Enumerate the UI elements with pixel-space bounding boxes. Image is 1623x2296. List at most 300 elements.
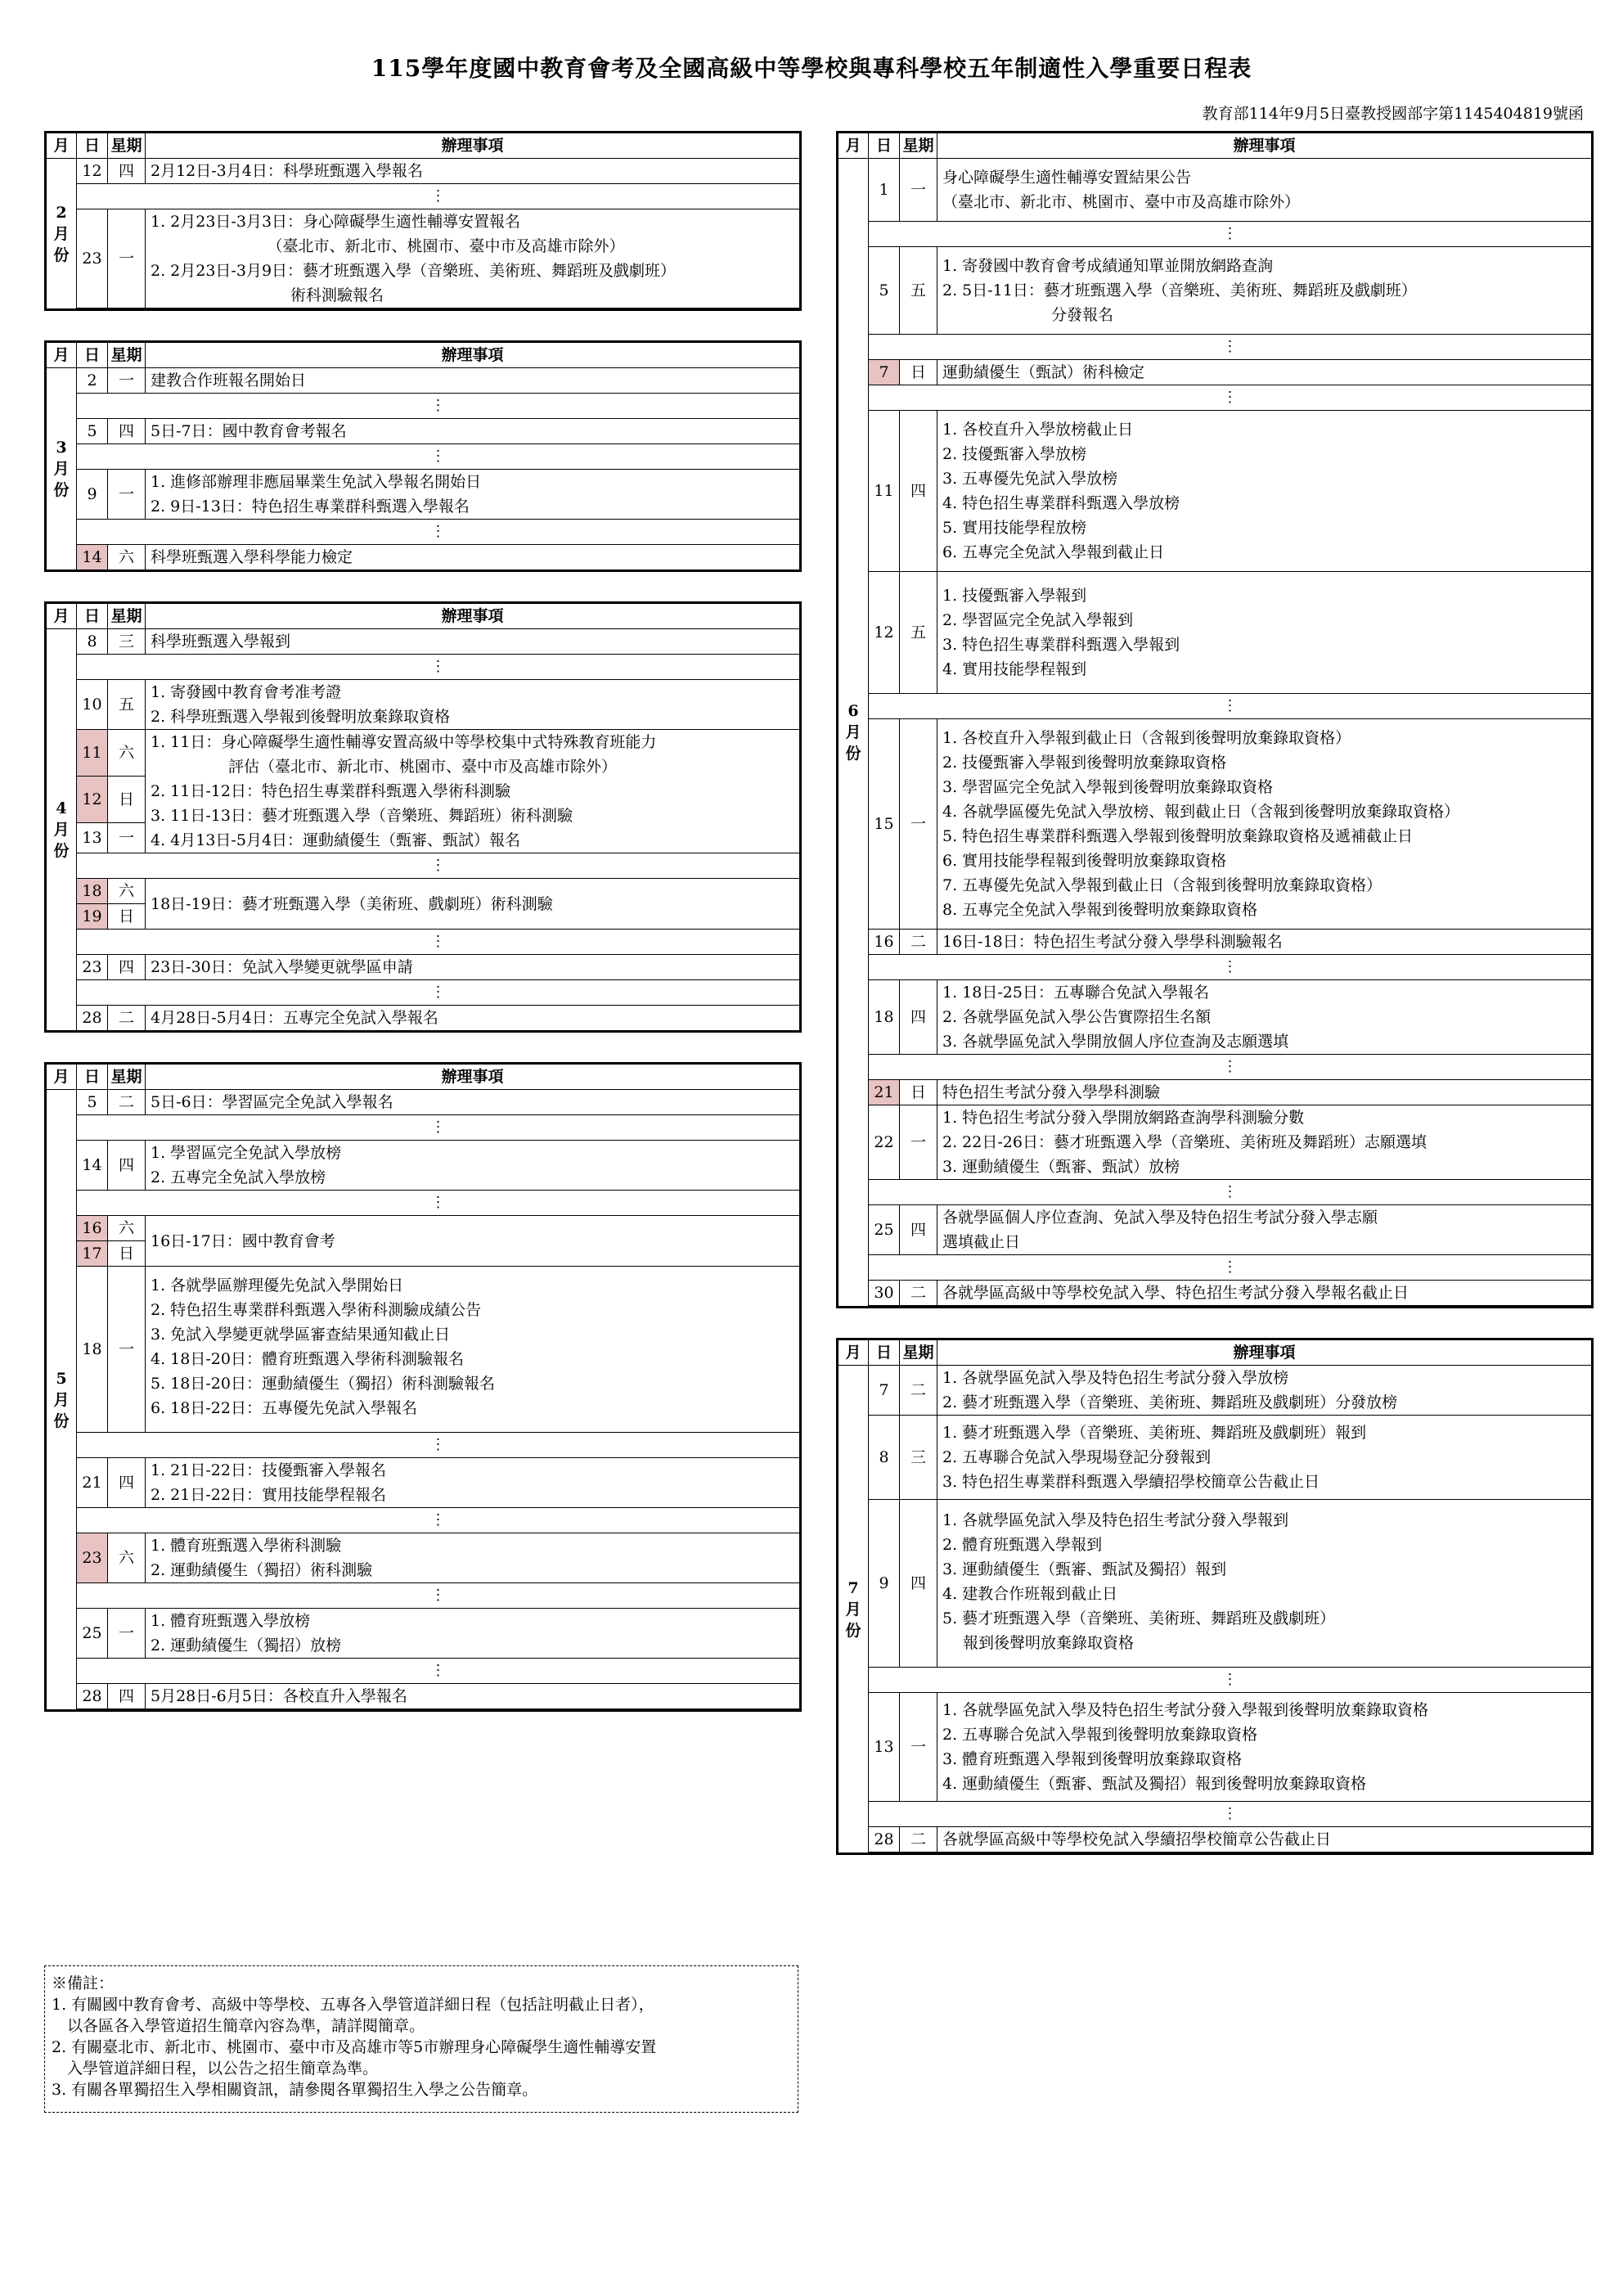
table-row <box>46 955 801 980</box>
event-cell <box>937 980 1593 1055</box>
weekday-cell: 日 <box>900 1080 937 1105</box>
continuation-dots: ⋮ <box>869 385 1593 411</box>
event-line: 4. 建教合作班報到截止日 <box>942 1585 1118 1603</box>
event-line: 4. 實用技能學程報到 <box>942 660 1087 678</box>
event-line: 報到後聲明放棄錄取資格 <box>942 1634 1135 1652</box>
table-row <box>838 1281 1593 1306</box>
weekday-cell: 六 <box>108 730 146 777</box>
table-row <box>46 1141 801 1191</box>
event-line: 4. 特色招生專業群科甄選入學放榜 <box>942 494 1180 512</box>
event-line: 1. 各就學區辦理優先免試入學開始日 <box>151 1276 404 1294</box>
weekday-cell: 四 <box>108 1141 146 1191</box>
day-cell-holiday: 19 <box>77 904 108 930</box>
weekday-cell: 五 <box>108 680 146 730</box>
event-line: 3. 五專優先免試入學放榜 <box>942 470 1118 488</box>
note-line: 1. 有關國中教育會考、高級中等學校、五專各入學管道詳細日程（包括註明截止日者）， <box>52 1996 654 2014</box>
continuation-dots: ⋮ <box>77 655 801 680</box>
event-line: 2. 運動績優生（獨招）術科測驗 <box>151 1561 373 1579</box>
header-month: 月 <box>838 133 869 159</box>
event-line: 2. 藝才班甄選入學（音樂班、美術班、舞蹈班及戲劇班）分發放榜 <box>942 1393 1398 1411</box>
weekday-cell: 日 <box>108 904 146 930</box>
day-cell-holiday: 14 <box>77 545 108 571</box>
event-line: 8. 五專完全免試入學報到後聲明放棄錄取資格 <box>942 901 1258 919</box>
day-cell: 5 <box>77 419 108 444</box>
event-line: 1. 各就學區免試入學及特色招生考試分發入學報到 <box>942 1511 1289 1529</box>
schedule-table-february <box>44 131 802 311</box>
event-line: 1. 各校直升入學放榜截止日 <box>942 421 1134 439</box>
event-cell <box>937 1416 1593 1500</box>
month-text: 4 月 份 <box>53 799 70 860</box>
event-cell <box>937 159 1593 222</box>
event-cell <box>146 1609 801 1659</box>
event-line: 5. 實用技能學程放榜 <box>942 519 1087 537</box>
event-line: 5. 藝才班甄選入學（音樂班、美術班、舞蹈班及戲劇班） <box>942 1609 1336 1627</box>
day-cell-holiday: 21 <box>869 1080 900 1105</box>
continuation-dots: ⋮ <box>77 1508 801 1533</box>
weekday-cell: 五 <box>900 247 937 335</box>
day-cell-holiday: 7 <box>869 360 900 385</box>
header-day: 日 <box>77 1064 108 1090</box>
weekday-cell: 一 <box>108 470 146 520</box>
event-cell <box>937 572 1593 694</box>
day-cell: 18 <box>77 1267 108 1433</box>
event-line: 2. 2月23日-3月9日：藝才班甄選入學（音樂班、美術班、舞蹈班及戲劇班） <box>151 262 677 280</box>
table-header-row <box>838 1339 1593 1366</box>
table-row <box>838 247 1593 335</box>
right-column <box>836 131 1594 1855</box>
event-line: 3. 學習區完全免試入學報到後聲明放棄錄取資格 <box>942 778 1274 796</box>
header-month: 月 <box>46 342 77 368</box>
weekday-cell: 六 <box>108 1533 146 1583</box>
day-cell: 9 <box>77 470 108 520</box>
header-day: 日 <box>77 342 108 368</box>
table-row <box>46 1006 801 1032</box>
day-cell: 28 <box>77 1006 108 1032</box>
header-event: 辦理事項 <box>146 342 801 368</box>
event-line: 5日-7日：國中教育會考報名 <box>151 422 347 440</box>
day-cell: 13 <box>77 823 108 853</box>
day-cell: 10 <box>77 680 108 730</box>
continuation-dots: ⋮ <box>77 394 801 419</box>
event-cell <box>937 719 1593 930</box>
day-cell: 23 <box>77 209 108 308</box>
weekday-cell: 五 <box>900 572 937 694</box>
month-text: 2 月 份 <box>53 203 70 264</box>
weekday-cell: 日 <box>900 360 937 385</box>
continuation-dots: ⋮ <box>869 1180 1593 1205</box>
month-text: 6 月 份 <box>845 702 861 763</box>
header-month: 月 <box>46 603 77 629</box>
table-row <box>46 470 801 520</box>
day-cell: 7 <box>869 1366 900 1416</box>
table-row <box>46 209 801 308</box>
schedule-table-march <box>44 340 802 572</box>
event-line: 2. 五專完全免試入學放榜 <box>151 1168 326 1186</box>
event-cell <box>146 955 801 980</box>
event-line: 1. 18日-25日：五專聯合免試入學報名 <box>942 984 1209 1002</box>
day-cell: 9 <box>869 1500 900 1668</box>
event-cell <box>146 680 801 730</box>
notes-box <box>44 1965 798 2113</box>
event-line: 2. 11日-12日：特色招生專業群科甄選入學術科測驗 <box>151 782 510 800</box>
event-cell <box>146 159 801 184</box>
continuation-dots: ⋮ <box>77 930 801 955</box>
event-line: 1. 藝才班甄選入學（音樂班、美術班、舞蹈班及戲劇班）報到 <box>942 1424 1367 1442</box>
event-cell <box>146 368 801 394</box>
event-line: 3. 11日-13日：藝才班甄選入學（音樂班、舞蹈班）術科測驗 <box>151 807 573 825</box>
continuation-dots: ⋮ <box>77 1433 801 1458</box>
event-line: 16日-18日：特色招生考試分發入學學科測驗報名 <box>942 933 1283 951</box>
event-line: 1. 技優甄審入學報到 <box>942 587 1087 605</box>
page-title: 115學年度國中教育會考及全國高級中等學校與專科學校五年制適性入學重要日程表 <box>371 55 1252 82</box>
table-row <box>838 1205 1593 1255</box>
left-column <box>44 131 802 1712</box>
table-row <box>838 1080 1593 1105</box>
event-line: 23日-30日：免試入學變更就學區申請 <box>151 958 413 976</box>
event-line: 1. 11日：身心障礙學生適性輔導安置高級中等學校集中式特殊教育班能力 <box>151 733 657 751</box>
event-line: 1. 各就學區免試入學及特色招生考試分發入學報到後聲明放棄錄取資格 <box>942 1701 1429 1719</box>
note-line: 以各區各入學管道招生簡章內容為準，請詳閱簡章。 <box>52 2017 425 2035</box>
weekday-cell: 四 <box>108 159 146 184</box>
event-line: 2. 21日-22日：實用技能學程報名 <box>151 1486 386 1504</box>
event-cell <box>146 419 801 444</box>
month-text: 7 月 份 <box>845 1578 861 1640</box>
schedule-table-june <box>836 131 1594 1308</box>
table-row <box>838 1416 1593 1500</box>
table-row <box>46 879 801 904</box>
event-cell <box>146 1216 801 1267</box>
continuation-dots: ⋮ <box>77 1583 801 1609</box>
event-line: 評估（臺北市、新北市、桃園市、臺中市及高雄市除外） <box>151 758 618 776</box>
event-line: 3. 免試入學變更就學區審查結果通知截止日 <box>151 1326 451 1344</box>
event-cell <box>937 1500 1593 1668</box>
event-cell <box>937 1105 1593 1180</box>
weekday-cell: 一 <box>108 1267 146 1433</box>
month-text: 5 月 份 <box>53 1369 70 1430</box>
event-line: 1. 各校直升入學報到截止日（含報到後聲明放棄錄取資格） <box>942 729 1351 747</box>
event-line: 1. 特色招生考試分發入學開放網路查詢學科測驗分數 <box>942 1109 1305 1127</box>
continuation-dots: ⋮ <box>869 955 1593 980</box>
header-weekday: 星期 <box>108 1064 146 1090</box>
weekday-cell: 四 <box>900 980 937 1055</box>
table-row <box>838 1366 1593 1416</box>
event-line: （臺北市、新北市、桃園市、臺中市及高雄市除外） <box>151 237 625 255</box>
table-row <box>838 719 1593 930</box>
table-row <box>838 980 1593 1055</box>
event-cell <box>146 629 801 655</box>
event-cell <box>146 1006 801 1032</box>
event-line: 建教合作班報名開始日 <box>151 371 307 389</box>
table-row <box>46 629 801 655</box>
weekday-cell: 一 <box>108 1609 146 1659</box>
table-row <box>46 159 801 184</box>
table-row <box>46 419 801 444</box>
day-cell: 14 <box>77 1141 108 1191</box>
event-line: 1. 體育班甄選入學放榜 <box>151 1612 311 1630</box>
notes-heading: ※備註： <box>52 1974 115 1992</box>
event-line: 各就學區高級中等學校免試入學續招學校簡章公告截止日 <box>942 1830 1332 1848</box>
event-line: 5. 特色招生專業群科甄選入學報到後聲明放棄錄取資格及遞補截止日 <box>942 827 1414 845</box>
event-cell <box>146 1267 801 1433</box>
continuation-dots: ⋮ <box>869 694 1593 719</box>
event-line: 16日-17日：國中教育會考 <box>151 1231 335 1250</box>
weekday-cell: 一 <box>900 1105 937 1180</box>
event-line: 2. 技優甄審入學報到後聲明放棄錄取資格 <box>942 754 1227 772</box>
weekday-cell: 二 <box>900 1281 937 1306</box>
weekday-cell: 三 <box>900 1416 937 1500</box>
event-cell <box>937 1281 1593 1306</box>
table-row <box>46 368 801 394</box>
event-line: 5月28日-6月5日：各校直升入學報名 <box>151 1687 407 1705</box>
weekday-cell: 六 <box>108 1216 146 1241</box>
event-cell <box>937 1827 1593 1853</box>
month-label-may <box>46 1090 77 1711</box>
event-line: （臺北市、新北市、桃園市、臺中市及高雄市除外） <box>942 193 1301 211</box>
day-cell: 18 <box>869 980 900 1055</box>
event-line: 3. 特色招生專業群科甄選入學續招學校簡章公告截止日 <box>942 1473 1320 1491</box>
day-cell: 2 <box>77 368 108 394</box>
event-line: 科學班甄選入學科學能力檢定 <box>151 548 353 566</box>
weekday-cell: 一 <box>108 368 146 394</box>
continuation-dots: ⋮ <box>77 980 801 1006</box>
event-line: 6. 18日-22日：五專優先免試入學報名 <box>151 1399 417 1417</box>
event-cell <box>146 1090 801 1115</box>
header-day: 日 <box>77 133 108 159</box>
event-line: 1. 寄發國中教育會考准考證 <box>151 683 342 701</box>
table-row <box>838 1500 1593 1668</box>
event-line: 4. 18日-20日：體育班甄選入學術科測驗報名 <box>151 1350 464 1368</box>
weekday-cell: 一 <box>900 719 937 930</box>
event-line: 分發報名 <box>942 306 1114 324</box>
continuation-dots: ⋮ <box>869 1255 1593 1281</box>
event-line: 科學班甄選入學報到 <box>151 633 291 651</box>
weekday-cell: 二 <box>108 1090 146 1115</box>
event-line: 術科測驗報名 <box>151 286 384 304</box>
month-text: 3 月 份 <box>53 439 70 499</box>
event-cell <box>937 1693 1593 1802</box>
table-row <box>838 1827 1593 1853</box>
header-event: 辦理事項 <box>937 133 1593 159</box>
event-line: 6. 五專完全免試入學報到截止日 <box>942 543 1165 561</box>
event-cell <box>146 730 801 853</box>
event-line: 4. 運動績優生（甄審、甄試及獨招）報到後聲明放棄錄取資格 <box>942 1775 1367 1793</box>
table-row <box>46 1684 801 1709</box>
event-line: 1. 2月23日-3月3日：身心障礙學生適性輔導安置報名 <box>151 213 521 231</box>
event-line: 3. 體育班甄選入學報到後聲明放棄錄取資格 <box>942 1750 1243 1768</box>
event-line: 1. 體育班甄選入學術科測驗 <box>151 1537 342 1555</box>
header-weekday: 星期 <box>108 342 146 368</box>
event-line: 2. 特色招生專業群科甄選入學術科測驗成績公告 <box>151 1301 482 1319</box>
event-line: 2. 五專聯合免試入學報到後聲明放棄錄取資格 <box>942 1726 1258 1744</box>
header-month: 月 <box>46 133 77 159</box>
day-cell: 8 <box>77 629 108 655</box>
header-day: 日 <box>869 133 900 159</box>
table-row <box>838 411 1593 572</box>
day-cell-holiday: 23 <box>77 1533 108 1583</box>
continuation-dots: ⋮ <box>77 520 801 545</box>
month-label-july <box>838 1366 869 1854</box>
weekday-cell: 一 <box>900 159 937 222</box>
weekday-cell: 四 <box>108 1684 146 1709</box>
weekday-cell: 日 <box>108 777 146 823</box>
event-line: 2月12日-3月4日：科學班甄選入學報名 <box>151 162 423 180</box>
day-cell-holiday: 12 <box>77 777 108 823</box>
month-label-june <box>838 159 869 1308</box>
continuation-dots: ⋮ <box>77 1191 801 1216</box>
event-line: 7. 五專優先免試入學報到截止日（含報到後聲明放棄錄取資格） <box>942 876 1382 894</box>
event-line: 選填截止日 <box>942 1233 1021 1251</box>
header-day: 日 <box>77 603 108 629</box>
event-line: 2. 22日-26日：藝才班甄選入學（音樂班、美術班及舞蹈班）志願選填 <box>942 1133 1427 1151</box>
weekday-cell: 四 <box>900 1205 937 1255</box>
event-line: 3. 特色招生專業群科甄選入學報到 <box>942 636 1180 654</box>
day-cell: 1 <box>869 159 900 222</box>
table-row <box>46 1458 801 1508</box>
event-cell <box>146 879 801 930</box>
weekday-cell: 四 <box>108 1458 146 1508</box>
event-cell <box>937 360 1593 385</box>
event-line: 各就學區個人序位查詢、免試入學及特色招生考試分發入學志願 <box>942 1209 1378 1227</box>
continuation-dots: ⋮ <box>77 1115 801 1141</box>
event-cell <box>937 1080 1593 1105</box>
weekday-cell: 三 <box>108 629 146 655</box>
event-cell <box>146 1533 801 1583</box>
header-event: 辦理事項 <box>146 1064 801 1090</box>
event-line: 1. 學習區完全免試入學放榜 <box>151 1144 342 1162</box>
event-line: 2. 技優甄審入學放榜 <box>942 445 1087 463</box>
table-row <box>46 545 801 571</box>
weekday-cell: 四 <box>108 955 146 980</box>
weekday-cell: 六 <box>108 545 146 571</box>
weekday-cell: 一 <box>108 823 146 853</box>
note-line: 3. 有關各單獨招生入學相關資訊，請參閱各單獨招生入學之公告簡章。 <box>52 2081 538 2099</box>
header-weekday: 星期 <box>900 133 937 159</box>
day-cell: 11 <box>869 411 900 572</box>
event-line: 3. 各就學區免試入學開放個人序位查詢及志願選填 <box>942 1033 1289 1051</box>
table-row <box>46 1533 801 1583</box>
weekday-cell: 四 <box>900 1500 937 1668</box>
month-label-march <box>46 368 77 571</box>
day-cell: 12 <box>77 159 108 184</box>
day-cell-holiday: 16 <box>77 1216 108 1241</box>
continuation-dots: ⋮ <box>869 335 1593 360</box>
header-day: 日 <box>869 1339 900 1366</box>
event-cell <box>146 1141 801 1191</box>
table-row <box>46 1267 801 1433</box>
day-cell: 16 <box>869 930 900 955</box>
month-label-april <box>46 629 77 1032</box>
day-cell: 23 <box>77 955 108 980</box>
note-line: 入學管道詳細日程，以公告之招生簡章為準。 <box>52 2060 379 2078</box>
event-line: 運動績優生（甄試）術科檢定 <box>942 363 1145 381</box>
event-cell <box>146 545 801 571</box>
continuation-dots: ⋮ <box>77 444 801 470</box>
schedule-table-july <box>836 1338 1594 1855</box>
header-month: 月 <box>838 1339 869 1366</box>
schedule-table-may <box>44 1062 802 1712</box>
continuation-dots: ⋮ <box>869 1668 1593 1693</box>
table-row <box>838 930 1593 955</box>
weekday-cell: 二 <box>108 1006 146 1032</box>
month-label-february <box>46 159 77 310</box>
day-cell: 5 <box>77 1090 108 1115</box>
event-line: 6. 實用技能學程報到後聲明放棄錄取資格 <box>942 852 1227 870</box>
day-cell: 12 <box>869 572 900 694</box>
weekday-cell: 一 <box>108 209 146 308</box>
event-line: 3. 運動績優生（甄審、甄試）放榜 <box>942 1158 1180 1176</box>
event-line: 身心障礙學生適性輔導安置結果公告 <box>942 169 1192 187</box>
event-line: 2. 運動績優生（獨招）放榜 <box>151 1636 342 1654</box>
header-weekday: 星期 <box>900 1339 937 1366</box>
event-cell <box>937 1205 1593 1255</box>
day-cell: 5 <box>869 247 900 335</box>
document-reference: 教育部114年9月5日臺教授國部字第1145404819號函 <box>1202 105 1584 123</box>
table-header-row <box>46 1064 801 1090</box>
table-row <box>838 360 1593 385</box>
event-line: 1. 進修部辦理非應屆畢業生免試入學報名開始日 <box>151 473 482 491</box>
table-row <box>838 159 1593 222</box>
header-event: 辦理事項 <box>937 1339 1593 1366</box>
event-line: 4月28日-5月4日：五專完全免試入學報名 <box>151 1009 438 1027</box>
table-row <box>838 1693 1593 1802</box>
table-row <box>838 1105 1593 1180</box>
event-line: 2. 各就學區免試入學公告實際招生名額 <box>942 1008 1212 1026</box>
day-cell: 28 <box>869 1827 900 1853</box>
event-line: 2. 9日-13日：特色招生專業群科甄選入學報名 <box>151 497 470 515</box>
event-cell <box>146 209 801 308</box>
weekday-cell: 六 <box>108 879 146 904</box>
day-cell-holiday: 18 <box>77 879 108 904</box>
continuation-dots: ⋮ <box>77 1659 801 1684</box>
event-line: 2. 體育班甄選入學報到 <box>942 1536 1103 1554</box>
day-cell: 15 <box>869 719 900 930</box>
event-cell <box>937 247 1593 335</box>
event-cell <box>146 470 801 520</box>
weekday-cell: 日 <box>108 1241 146 1267</box>
table-row <box>46 1090 801 1115</box>
day-cell-holiday: 11 <box>77 730 108 777</box>
table-row <box>46 1216 801 1241</box>
event-line: 18日-19日：藝才班甄選入學（美術班、戲劇班）術科測驗 <box>151 894 553 913</box>
table-row <box>838 572 1593 694</box>
weekday-cell: 二 <box>900 1366 937 1416</box>
weekday-cell: 一 <box>900 1693 937 1802</box>
event-line: 2. 五專聯合免試入學現場登記分發報到 <box>942 1448 1212 1466</box>
event-line: 4. 各就學區優先免試入學放榜、報到截止日（含報到後聲明放棄錄取資格） <box>942 803 1460 821</box>
event-line: 1. 21日-22日：技優甄審入學報名 <box>151 1461 386 1479</box>
event-line: 2. 科學班甄選入學報到後聲明放棄錄取資格 <box>151 708 451 726</box>
table-header-row <box>46 133 801 159</box>
header-weekday: 星期 <box>108 603 146 629</box>
day-cell: 25 <box>869 1205 900 1255</box>
day-cell: 8 <box>869 1416 900 1500</box>
weekday-cell: 二 <box>900 930 937 955</box>
day-cell: 28 <box>77 1684 108 1709</box>
event-line: 各就學區高級中等學校免試入學、特色招生考試分發入學報名截止日 <box>942 1284 1409 1302</box>
table-header-row <box>838 133 1593 159</box>
header-month: 月 <box>46 1064 77 1090</box>
continuation-dots: ⋮ <box>77 853 801 879</box>
event-line: 3. 運動績優生（甄審、甄試及獨招）報到 <box>942 1560 1227 1578</box>
event-cell <box>937 1366 1593 1416</box>
day-cell: 30 <box>869 1281 900 1306</box>
continuation-dots: ⋮ <box>869 1802 1593 1827</box>
event-line: 2. 5日-11日：藝才班甄選入學（音樂班、美術班、舞蹈班及戲劇班） <box>942 281 1417 299</box>
table-row <box>46 1609 801 1659</box>
day-cell: 13 <box>869 1693 900 1802</box>
note-line: 2. 有關臺北市、新北市、桃園市、臺中市及高雄市等5市辦理身心障礙學生適性輔導安置 <box>52 2038 657 2056</box>
day-cell: 21 <box>77 1458 108 1508</box>
